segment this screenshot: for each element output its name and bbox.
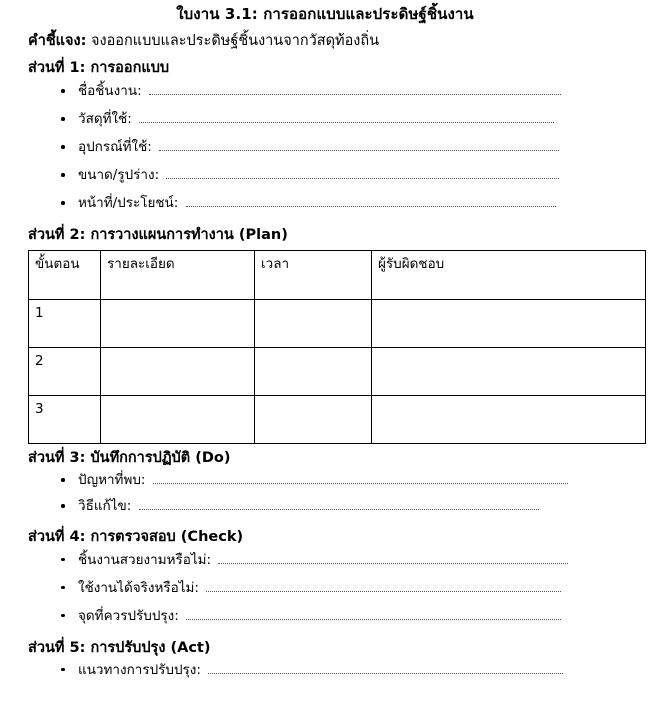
dotted-fill-line[interactable] — [149, 93, 561, 95]
dotted-fill-line[interactable] — [186, 618, 561, 620]
field-label: ปัญหาที่พบ: — [78, 471, 146, 488]
bullet-icon — [61, 668, 65, 672]
bullet-icon — [61, 478, 65, 482]
section-5-list — [0, 657, 650, 683]
cell-detail[interactable] — [101, 299, 255, 347]
cell-owner[interactable] — [372, 395, 646, 443]
list-item — [0, 133, 650, 161]
instruction-label: คำชี้แจง: — [28, 33, 87, 49]
list-item — [0, 574, 650, 602]
bullet-icon — [61, 504, 65, 508]
dotted-fill-line[interactable] — [139, 508, 539, 510]
page-title: ใบงาน 3.1: การออกแบบและประดิษฐ์ชิ้นงาน — [176, 5, 474, 23]
instruction-line — [28, 34, 650, 50]
table-row — [29, 395, 646, 443]
section-heading-1: ส่วนที่ 1: การออกแบบ — [28, 59, 170, 76]
field-label: ชื่อชิ้นงาน: — [78, 82, 142, 99]
dotted-fill-line[interactable] — [208, 672, 563, 674]
field-label: หน้าที่/ประโยชน์: — [78, 194, 179, 211]
dotted-fill-line[interactable] — [153, 482, 568, 484]
list-item — [0, 602, 650, 630]
field-label: วัสดุที่ใช้: — [78, 110, 132, 127]
column-header-owner: ผู้รับผิดชอบ — [372, 250, 646, 299]
list-item — [0, 189, 650, 217]
field-label: วิธีแก้ไข: — [78, 497, 132, 514]
cell-owner[interactable] — [372, 347, 646, 395]
bullet-icon — [61, 201, 65, 205]
section-heading-3: ส่วนที่ 3: บันทึกการปฏิบัติ (Do) — [28, 449, 231, 466]
field-label: ขนาด/รูปร่าง: — [78, 166, 160, 183]
dotted-fill-line[interactable] — [218, 562, 568, 564]
cell-time[interactable] — [255, 347, 372, 395]
bullet-icon — [61, 117, 65, 121]
dotted-fill-line[interactable] — [186, 205, 556, 207]
instruction-text: จงออกแบบและประดิษฐ์ชิ้นงานจากวัสดุท้องถิ่น — [86, 33, 380, 49]
field-label: จุดที่ควรปรับปรุง: — [78, 607, 179, 624]
section-heading-4: ส่วนที่ 4: การตรวจสอบ (Check) — [28, 528, 244, 545]
column-header-step: ขั้นตอน — [29, 250, 101, 299]
section-heading-5: ส่วนที่ 5: การปรับปรุง (Act) — [28, 639, 211, 656]
bullet-icon — [61, 89, 65, 93]
list-item — [0, 657, 650, 683]
cell-owner[interactable] — [372, 299, 646, 347]
table-row — [29, 299, 646, 347]
cell-step: 1 — [29, 299, 101, 347]
list-item — [0, 161, 650, 189]
column-header-time: เวลา — [255, 250, 372, 299]
field-label: ชิ้นงานสวยงามหรือไม่: — [78, 551, 212, 568]
section-1-list — [0, 77, 650, 217]
list-item — [0, 467, 650, 493]
table-row — [29, 347, 646, 395]
dotted-fill-line[interactable] — [166, 177, 559, 179]
list-item — [0, 546, 650, 574]
cell-step: 3 — [29, 395, 101, 443]
cell-time[interactable] — [255, 395, 372, 443]
cell-detail[interactable] — [101, 395, 255, 443]
cell-time[interactable] — [255, 299, 372, 347]
table-header-row — [29, 250, 646, 299]
bullet-icon — [61, 614, 65, 618]
list-item — [0, 493, 650, 519]
field-label: ใช้งานได้จริงหรือไม่: — [78, 579, 199, 596]
cell-step: 2 — [29, 347, 101, 395]
dotted-fill-line[interactable] — [206, 590, 561, 592]
list-item — [0, 77, 650, 105]
section-heading-2: ส่วนที่ 2: การวางแผนการทำงาน (Plan) — [28, 226, 288, 243]
section-3-list — [0, 467, 650, 519]
field-label: อุปกรณ์ที่ใช้: — [78, 138, 152, 155]
bullet-icon — [61, 586, 65, 590]
bullet-icon — [61, 558, 65, 562]
bullet-icon — [61, 173, 65, 177]
section-4-list — [0, 546, 650, 630]
dotted-fill-line[interactable] — [139, 121, 554, 123]
cell-detail[interactable] — [101, 347, 255, 395]
bullet-icon — [61, 145, 65, 149]
plan-table-container — [28, 250, 617, 444]
column-header-detail: รายละเอียด — [101, 250, 255, 299]
plan-table — [28, 250, 646, 444]
field-label: แนวทางการปรับปรุง: — [78, 661, 201, 678]
list-item — [0, 105, 650, 133]
dotted-fill-line[interactable] — [159, 149, 559, 151]
